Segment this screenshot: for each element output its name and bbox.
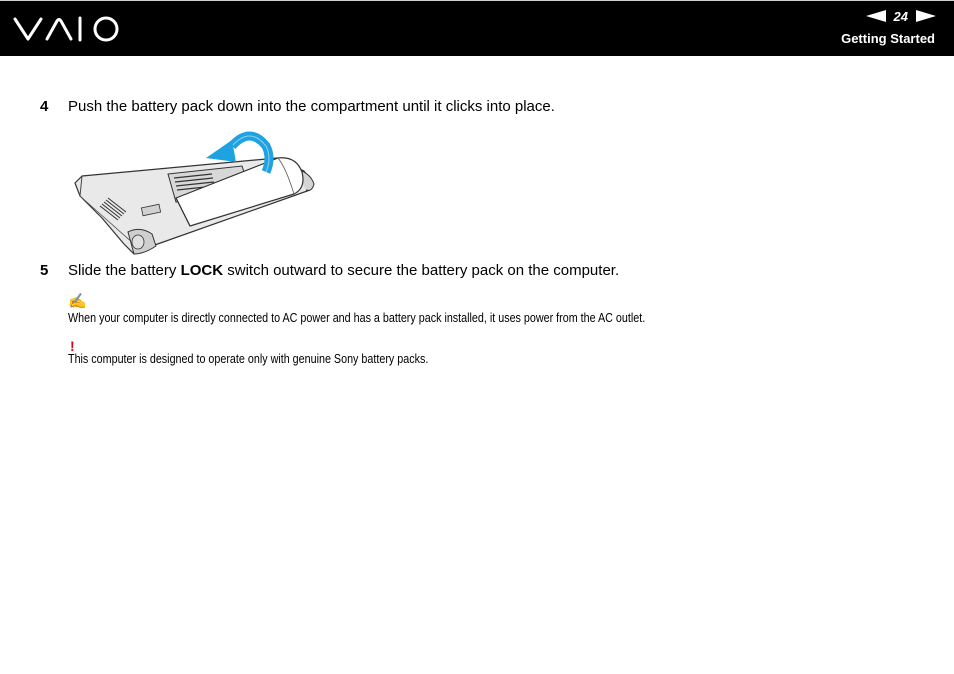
page-number: 24 xyxy=(893,8,908,24)
arrow-right-icon[interactable] xyxy=(916,10,936,22)
step-text-part: switch outward to secure the battery pack on the computer. xyxy=(223,262,620,279)
step-text xyxy=(68,262,619,279)
page-navigation xyxy=(866,7,936,25)
exclamation-icon: ! xyxy=(70,338,75,354)
step-5 xyxy=(40,262,619,279)
section-title: Getting Started xyxy=(841,31,935,46)
step-text: Push the battery pack down into the compartment until it clicks into place. xyxy=(68,98,555,115)
step-4 xyxy=(40,98,555,115)
page-header xyxy=(0,0,954,56)
pencil-note-icon: ✍ xyxy=(68,293,87,310)
step-number: 5 xyxy=(40,262,49,279)
step-number: 4 xyxy=(40,98,49,115)
vaio-logo xyxy=(13,15,121,43)
warning-text: This computer is designed to operate only with genuine Sony battery packs. xyxy=(68,352,429,366)
battery-insertion-illustration xyxy=(72,128,320,256)
step-text-part: Slide the battery xyxy=(68,262,181,279)
lock-label: LOCK xyxy=(180,262,224,279)
arrow-left-icon[interactable] xyxy=(866,10,886,22)
note-text: When your computer is directly connected to AC power and has a battery pack installed, it uses power from the AC outlet. xyxy=(68,311,646,325)
